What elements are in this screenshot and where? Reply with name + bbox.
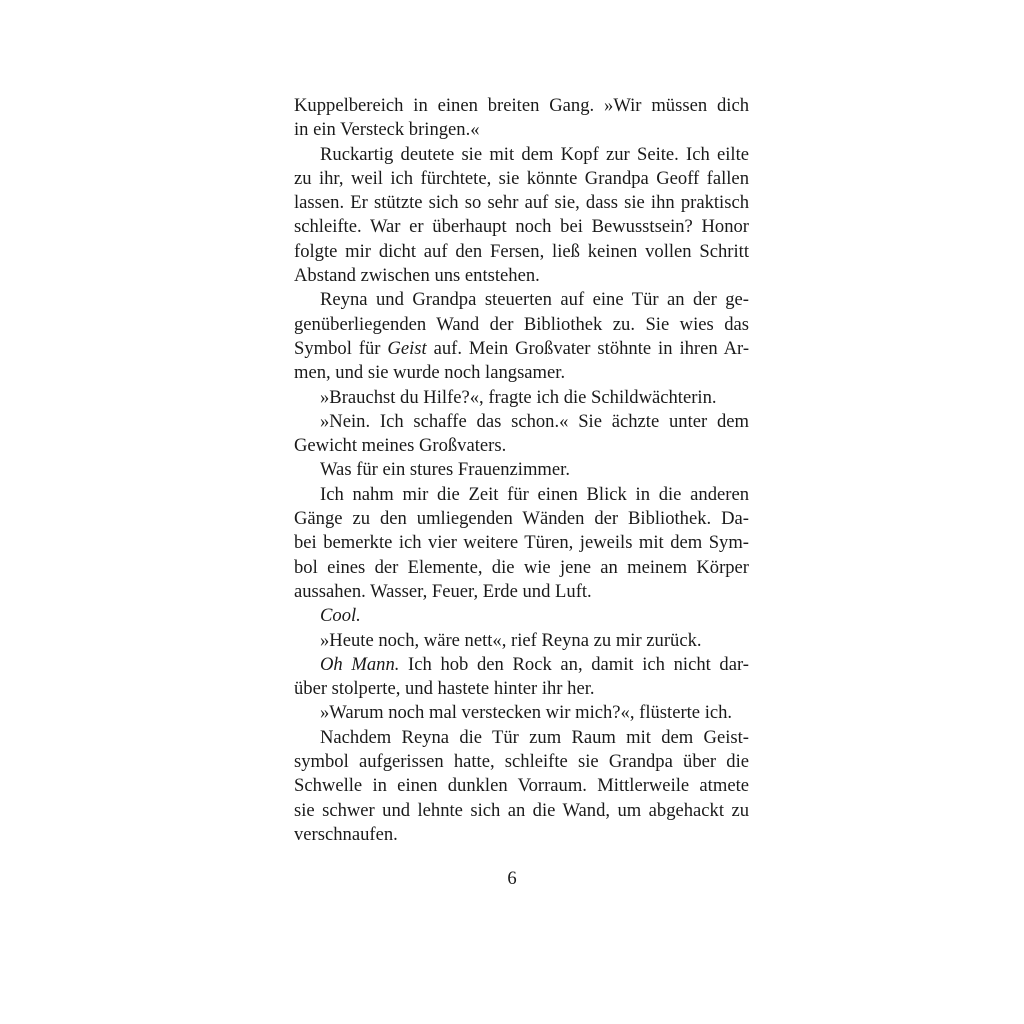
text-run: symbol aufgerissen hatte, schleifte sie Grandpa über die [294, 751, 749, 773]
text-run: Ruckartig deutete sie mit dem Kopf zur Seite. Ich eilte [320, 143, 749, 165]
text-run: in ein Versteck bringen.« [294, 119, 480, 141]
text-line [294, 531, 749, 555]
text-line [294, 118, 749, 142]
text-run: Gewicht meines Großvaters. [294, 435, 507, 457]
text-line [294, 94, 749, 118]
text-run: Was für ein stures Frauenzimmer. [320, 459, 570, 481]
text-line [294, 288, 749, 312]
text-line [294, 556, 749, 580]
text-line [294, 750, 749, 774]
text-run: Schwelle in einen dunklen Vorraum. Mittlerweile atmete [294, 775, 749, 797]
italic-text: Cool. [320, 605, 361, 627]
text-run: auf. Mein Großvater stöhnte in ihren Ar- [426, 337, 750, 359]
text-line [294, 823, 749, 847]
text-run: Kuppelbereich in einen breiten Gang. »Wir müssen dich [294, 95, 749, 116]
text-line [294, 726, 749, 750]
text-line [294, 677, 749, 701]
text-line [294, 629, 749, 653]
text-run: aussahen. Wasser, Feuer, Erde und Luft. [294, 580, 592, 602]
text-run: Gänge zu den umliegenden Wänden der Bibliothek. Da- [294, 508, 749, 530]
text-run: sie schwer und lehnte sich an die Wand, um abgehackt zu [294, 799, 749, 821]
text-run: Ich nahm mir die Zeit für einen Blick in die anderen [320, 483, 749, 505]
page-number: 6 [507, 868, 517, 889]
text-line [294, 361, 749, 385]
text-line [294, 799, 749, 823]
text-run: »Brauchst du Hilfe?«, fragte ich die Schildwächterin. [320, 386, 717, 408]
text-run: lassen. Er stützte sich so sehr auf sie, dass sie ihn praktisch [294, 192, 749, 214]
text-run: »Nein. Ich schaffe das schon.« Sie ächzte unter dem [320, 410, 749, 432]
italic-text: Oh Mann. [320, 653, 400, 675]
text-line [294, 580, 749, 604]
text-line [294, 483, 749, 507]
text-line [294, 167, 749, 191]
italic-text: Geist [387, 337, 427, 359]
text-line [294, 240, 749, 264]
text-line [294, 337, 749, 361]
text-line [294, 386, 749, 410]
text-line [294, 313, 749, 337]
body-text [294, 94, 749, 847]
text-run: bol eines der Elemente, die wie jene an meinem Körper [294, 556, 749, 578]
text-run: verschnaufen. [294, 823, 398, 845]
text-line [294, 191, 749, 215]
text-run: über stolperte, und hastete hinter ihr her. [294, 678, 595, 700]
text-line [294, 264, 749, 288]
text-run: schleifte. War er überhaupt noch bei Bewusstsein? Honor [294, 216, 749, 238]
text-line [294, 143, 749, 167]
text-run: Reyna und Grandpa steuerten auf eine Tür an der ge- [320, 289, 749, 311]
text-run: bei bemerkte ich vier weitere Türen, jeweils mit dem Sym- [294, 532, 749, 554]
text-run: »Heute noch, wäre nett«, rief Reyna zu mir zurück. [320, 629, 702, 651]
text-line [294, 434, 749, 458]
text-line [294, 458, 749, 482]
text-run: Ich hob den Rock an, damit ich nicht dar- [399, 653, 749, 675]
text-run: »Warum noch mal verstecken wir mich?«, flüsterte ich. [320, 702, 733, 724]
text-run: Abstand zwischen uns entstehen. [294, 265, 540, 287]
text-line [294, 507, 749, 531]
text-run: genüberliegenden Wand der Bibliothek zu. Sie wies das [294, 313, 749, 335]
text-line [294, 774, 749, 798]
text-line [294, 604, 749, 628]
text-run: folgte mir dicht auf den Fersen, ließ keinen vollen Schritt [294, 240, 749, 262]
text-line [294, 701, 749, 725]
text-line [294, 653, 749, 677]
text-line [294, 215, 749, 239]
text-run: Symbol für [294, 337, 388, 359]
text-run: men, und sie wurde noch langsamer. [294, 362, 566, 384]
text-line [294, 410, 749, 434]
text-run: zu ihr, weil ich fürchtete, sie könnte Grandpa Geoff fallen [294, 167, 749, 189]
text-run: Nachdem Reyna die Tür zum Raum mit dem Geist- [320, 726, 749, 748]
